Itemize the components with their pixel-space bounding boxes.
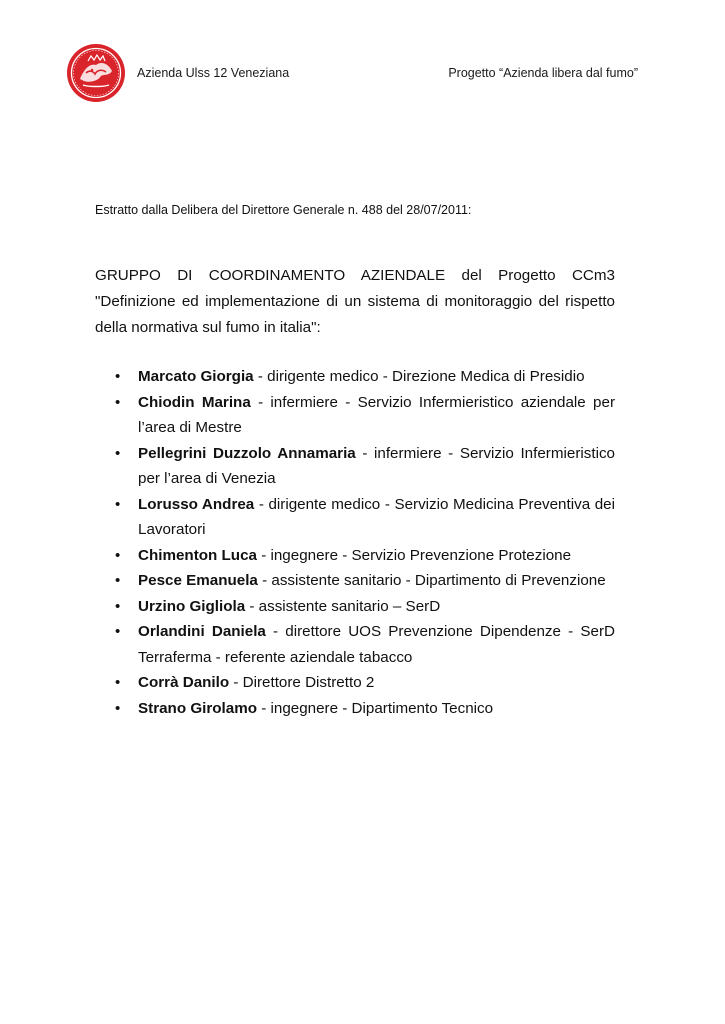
member-name: Corrà Danilo	[138, 674, 230, 691]
list-item	[95, 364, 615, 390]
ulss-seal-icon	[66, 43, 126, 103]
member-role: - assistente sanitario - Dipartimento di Prevenzione	[257, 572, 606, 589]
member-role: - ingegnere - Dipartimento Tecnico	[257, 699, 494, 717]
members-list	[95, 364, 615, 721]
member-role: - infermiere - Servizio Infermieristico per l’area di Venezia	[138, 444, 615, 487]
member-name: Marcato Giorgia	[138, 368, 254, 385]
list-item	[95, 390, 615, 441]
member-name: Pellegrini Duzzolo Annamaria	[138, 444, 356, 462]
bullet: •	[115, 368, 121, 385]
bullet: •	[115, 623, 121, 640]
page-header	[0, 0, 725, 110]
bullet: •	[115, 546, 121, 564]
list-item	[95, 696, 615, 722]
bullet: •	[115, 393, 121, 411]
member-name: Chiodin Marina	[138, 393, 251, 411]
member-role: - infermiere - Servizio Infermieristico aziendale per l’area di Mestre	[138, 393, 615, 436]
list-item	[95, 441, 615, 492]
bullet: •	[115, 699, 121, 717]
member-role: - direttore UOS Prevenzione Dipendenze - SerD Terraferma - referente aziendale tabacco	[138, 623, 615, 666]
member-name: Strano Girolamo	[138, 699, 257, 717]
member-name: Chimenton Luca	[138, 546, 257, 564]
list-item	[95, 670, 615, 696]
list-item	[95, 568, 615, 594]
deliberation-extract: Estratto dalla Delibera del Direttore Generale n. 488 del 28/07/2011:	[95, 203, 472, 217]
member-role: - dirigente medico - Servizio Medicina Preventiva dei Lavoratori	[138, 495, 615, 538]
list-item	[95, 492, 615, 543]
bullet: •	[115, 674, 121, 691]
member-name: Lorusso Andrea	[138, 495, 255, 513]
list-item	[95, 619, 615, 670]
header-organization: Azienda Ulss 12 Veneziana	[137, 66, 290, 80]
member-role: - assistente sanitario – SerD	[245, 597, 441, 615]
bullet: •	[115, 444, 121, 462]
member-name: Pesce Emanuela	[138, 572, 258, 589]
member-name: Orlandini Daniela	[138, 623, 266, 640]
member-role: - dirigente medico - Direzione Medica di Presidio	[253, 368, 585, 385]
header-project: Progetto “Azienda libera dal fumo”	[448, 66, 638, 80]
group-intro: GRUPPO DI COORDINAMENTO AZIENDALE del Progetto CCm3 "Definizione ed implementazione di un sistema di monitoraggio del rispetto della normativa sul fumo in italia":	[95, 267, 615, 336]
list-item	[95, 543, 615, 569]
member-role: - Direttore Distretto 2	[229, 674, 375, 691]
bullet: •	[115, 572, 121, 589]
member-name: Urzino Gigliola	[138, 597, 246, 615]
bullet: •	[115, 597, 121, 615]
member-role: - ingegnere - Servizio Prevenzione Protezione	[256, 546, 572, 564]
bullet: •	[115, 495, 121, 513]
list-item	[95, 594, 615, 620]
